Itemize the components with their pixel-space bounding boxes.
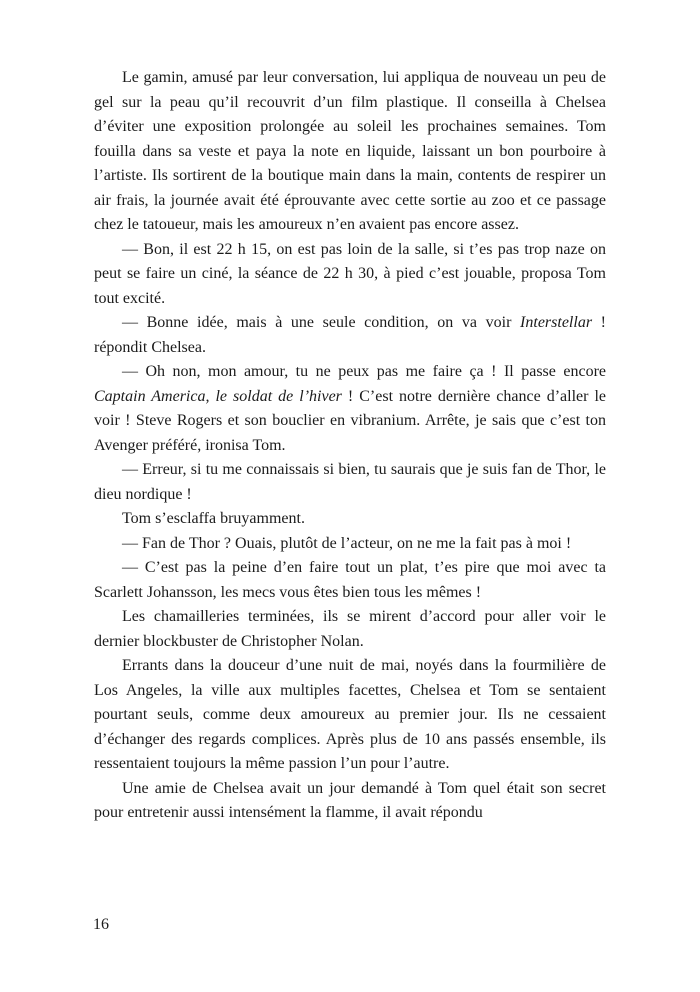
text-run: — Fan de Thor ? Ouais, plutôt de l’acteur, on ne me la fait pas à moi ! (122, 534, 572, 552)
page-text (94, 66, 606, 826)
text-run: Errants dans la douceur d’une nuit de mai, noyés dans la fourmilière de Los Angeles, la ville aux multiples facettes, Chelsea et Tom se sentaient pourtant seuls, comme deux amoureux au premier jour. Ils ne cessaient d’échanger des regards complices. Après plus de 10 ans passés ensemble, ils ressentaient toujours la même passion l’un pour l’autre. (94, 657, 606, 772)
paragraph (94, 532, 606, 557)
italic-text-run: Captain America, le soldat de l’hiver (94, 387, 342, 405)
paragraph (94, 238, 606, 312)
paragraph (94, 458, 606, 507)
page-number: 16 (93, 916, 109, 933)
text-run: Le gamin, amusé par leur conversation, lui appliqua de nouveau un peu de gel sur la peau qu’il recouvrit d’un film plastique. Il conseilla à Chelsea d’éviter une exposition prolongée au soleil les prochaines semaines. Tom fouilla dans sa veste et paya la note en liquide, laissant un bon pourboire à l’artiste. Ils sortirent de la boutique main dans la main, contents de respirer un air frais, la journée avait été éprouvante avec cette sortie au zoo et ce passage chez le tatoueur, mais les amoureux n’en avaient pas encore assez. (94, 69, 606, 233)
italic-text-run: Interstellar (520, 314, 593, 331)
paragraph (94, 556, 606, 605)
text-run: — C’est pas la peine d’en faire tout un plat, t’es pire que moi avec ta Scarlett Johansson, les mecs vous êtes bien tous les mêmes ! (94, 559, 606, 601)
text-run: ! C’est notre dernière chance d’aller le voir ! Steve Rogers et son bouclier en vibranium. Arrête, je sais que c’est ton Avenger préféré, ironisa Tom. (94, 387, 607, 454)
paragraph (94, 507, 606, 532)
paragraph (94, 777, 606, 826)
paragraph (94, 360, 606, 458)
text-run: Une amie de Chelsea avait un jour demandé à Tom quel était son secret pour entretenir aussi intensément la flamme, il avait répondu (94, 779, 606, 821)
text-run: Tom s’esclaffa bruyamment. (122, 510, 305, 527)
text-run: — Bonne idée, mais à une seule condition, on va voir (122, 314, 521, 331)
paragraph (94, 605, 606, 654)
text-run: — Bon, il est 22 h 15, on est pas loin de la salle, si t’es pas trop naze on peut se faire un ciné, la séance de 22 h 30, à pied c’est jouable, proposa Tom tout excité. (94, 240, 606, 307)
text-run: Les chamailleries terminées, ils se mirent d’accord pour aller voir le dernier blockbuster de Christopher Nolan. (94, 608, 606, 650)
paragraph (94, 654, 606, 777)
paragraph (94, 66, 606, 238)
paragraph (94, 311, 606, 360)
text-run: ! répondit Chelsea. (94, 314, 607, 356)
text-run: — Erreur, si tu me connaissais si bien, tu saurais que je suis fan de Thor, le dieu nordique ! (94, 461, 606, 503)
text-run: — Oh non, mon amour, tu ne peux pas me faire ça ! Il passe encore (122, 363, 606, 380)
